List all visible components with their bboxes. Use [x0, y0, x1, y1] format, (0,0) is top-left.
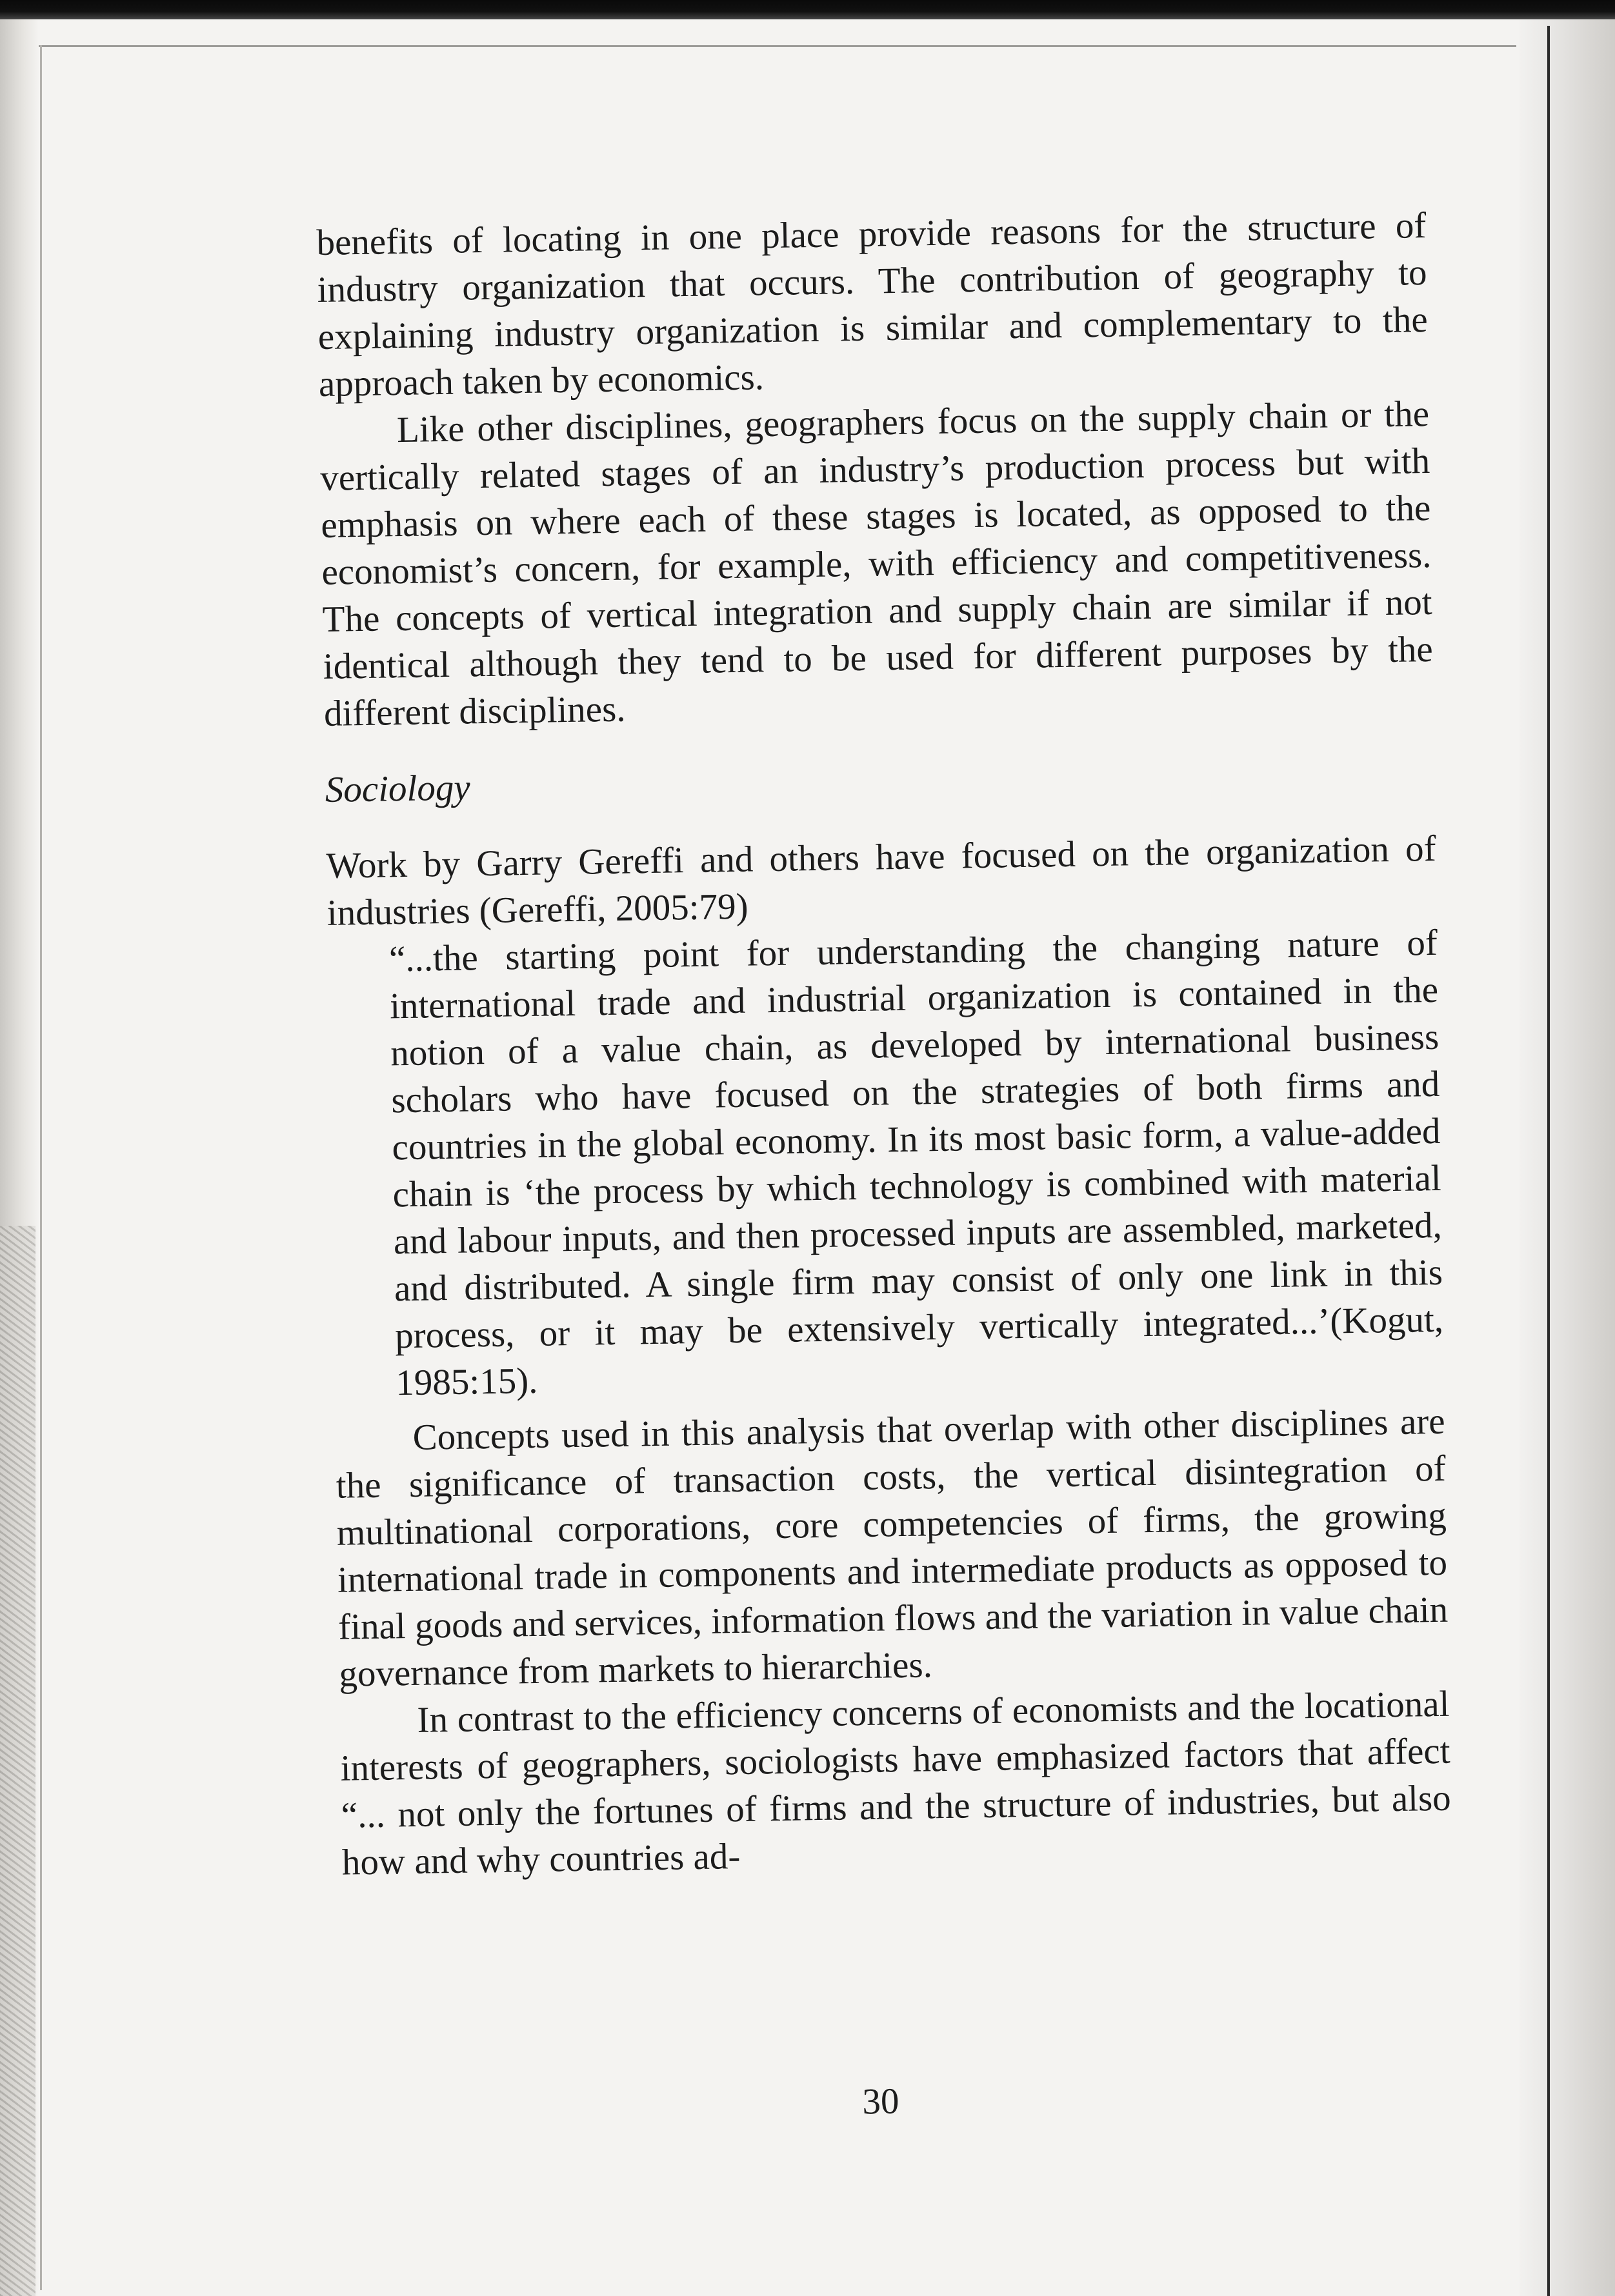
page-number: 30: [862, 2081, 899, 2122]
paragraph-sociologists-emphasis: In contrast to the efficiency concerns of economists and the locational interests of geographers, sociologists have emphasized factors that affect “... not only the fortunes of firms and the structure of industries, but also how and why countries ad-: [340, 1683, 1452, 1883]
block-quote-value-chain: “...the starting point for understanding the changing nature of international trade and industrial organization is contained in the notion of a value chain, as developed by international business scholars who have focused on the strategies of both firms and countries in the global economy. In its most basic form, a value-added chain is ‘the process by which technology is combined with material and labour inputs, and then processed inputs are assembled, marketed, and distributed. A single firm may consist of only one link in this process, or it may be extensively vertically integrated...’(Kogut, 1985:15).: [388, 922, 1444, 1404]
section-heading-sociology: Sociology: [325, 767, 471, 810]
paragraph-overlapping-concepts: Concepts used in this analysis that overlap with other disciplines are the significance of transaction costs, the vertical disintegration of multinational corporations, core competencies of firms, the growing international trade in components and intermediate products as opposed to final goods and services, information flows and the variation in value chain governance from markets to hierarchies.: [336, 1401, 1449, 1695]
paragraph-gereffi-intro: Work by Garry Gereffi and others have focused on the organization of industries (Gereffi, 2005:79): [326, 828, 1437, 933]
body-text: [316, 202, 1452, 1886]
paragraph-geographers-supply-chain: Like other disciplines, geographers focus on the supply chain or the vertically related stages of an industry’s production process but with emphasis on where each of these stages is located, as opposed to the economist’s concern, for example, with efficiency and competitiveness. The concepts of vertical integration and supply chain are similar if not identical although they tend to be used for different purposes by the different disciplines.: [319, 393, 1434, 734]
paragraph-geography-summary: benefits of locating in one place provide reasons for the structure of industry organization that occurs. The contribution of geography to explaining industry organization is similar and complementary to the approach taken by economics.: [316, 205, 1429, 404]
